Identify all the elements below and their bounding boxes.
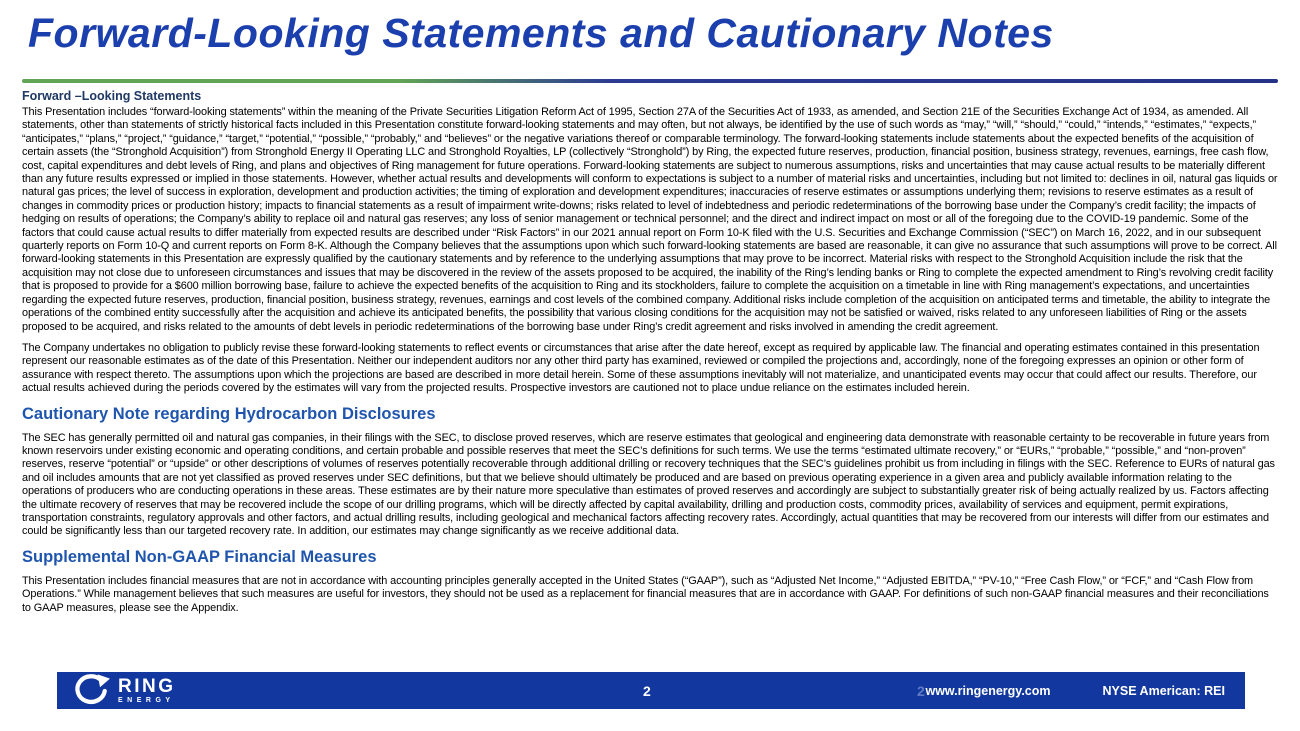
page-title: Forward-Looking Statements and Cautionary Notes (28, 10, 1054, 56)
paragraph: This Presentation includes financial measures that are not in accordance with accounting principles generally accepted in the United States (“GAAP”), such as “Adjusted Net Income,” “Adjusted EBITDA,” “PV-10,” “Free Cash Flow,” or “FCF,” and “Cash Flow from Operations.” While management believes that such measures are useful for investors, they should not be used as a replacement for financial measures that are in accordance with GAAP. For definitions of such non-GAAP financial measures and their reconciliations to GAAP measures, please see the Appendix. (22, 574, 1269, 614)
section-heading: Supplemental Non-GAAP Financial Measures (22, 547, 377, 566)
section-heading: Cautionary Note regarding Hydrocarbon Disclosures (22, 404, 436, 423)
brand-subtitle: ENERGY (118, 696, 175, 704)
footer-links (925, 684, 1225, 698)
brand-name: RING (118, 675, 176, 697)
section-non-gaap-measures (22, 548, 1278, 615)
ghost-page-number: 2 (917, 682, 925, 699)
paragraph: The Company undertakes no obligation to publicly revise these forward-looking statements to reflect events or circumstances that arise after the date hereof, except as required by applicable law. The financial and operating estimates contained in this presentation represent our reasonable estimates as of the date of this Presentation. Neither our independent auditors nor any other third party has examined, reviewed or compiled the projections and, accordingly, none of the foregoing expresses an opinion or other form of assurance with respect thereto. The assumptions upon which the projections are based are described in more detail herein. Some of these assumptions inevitably will not materialize, and unanticipated events may occur that could affect our results. Therefore, our actual results achieved during the periods covered by the estimates will vary from the projected results. Prospective investors are cautioned not to place undue reliance on the estimates included herein. (22, 341, 1260, 395)
section-heading: Forward –Looking Statements (22, 89, 202, 103)
logo-text (118, 675, 176, 704)
section-hydrocarbon-disclosures (22, 405, 1278, 539)
title-underline-gradient (22, 79, 1278, 83)
footer-bar (57, 672, 1245, 709)
website-url: www.ringenergy.com (925, 683, 1051, 698)
paragraph: This Presentation includes “forward-looking statements” within the meaning of the Private Securities Litigation Reform Act of 1995, Section 27A of the Securities Act of 1933, as amended, and Section 21E of the Securities Exchange Act of 1934, as amended. All statements, other than statements of strictly historical facts included in this Presentation constitute forward-looking statements and may often, but not always, be identified by the use of such words as “may,” “will,” “should,” “could,” “intends,” “estimates,” “expects,” “anticipates,” “plans,” “project,” “guidance,” “target,” “potential,” “possible,” “probably,” and “believes” or the negative variations thereof or comparable terminology. The forward-looking statements include statements about the expected benefits of the acquisition of certain assets (the “Stronghold Acquisition”) from Stronghold Energy II Operating LLC and Stronghold Royalties, LP (collectively “Stronghold”) by Ring, the expected future reserves, production, financial position, business strategy, revenues, earnings, free cash flow, cost, capital expenditures and debt levels of Ring, and plans and objectives of Ring management for future operations. Forward-looking statements are subject to numerous assumptions, risks and uncertainties that may cause actual results to be materially different than any future results expressed or implied in those statements. However, whether actual results and developments will conform to expectations is subject to a number of material risks and uncertainties, including but not limited to: declines in oil, natural gas liquids or natural gas prices; the level of success in exploration, development and production activities; the timing of exploration and development expenditures; inaccuracies of reserve estimates or assumptions underlying them; revisions to reserve estimates as a result of changes in commodity prices or production history; impacts to financial statements as a result of impairment write-downs; risks related to level of indebtedness and periodic redeterminations of the borrowing base under the Company’s credit facility; the impacts of hedging on results of operations; the Company’s ability to replace oil and natural gas reserves; any loss of senior management or technical personnel; and the direct and indirect impact on most or all of the foregoing due to the COVID-19 pandemic. Some of the factors that could cause actual results to differ materially from expected results are described under “Risk Factors” in our 2021 annual report on Form 10-K filed with the U.S. Securities and Exchange Commission (“SEC”) on March 16, 2022, and in our subsequent quarterly reports on Form 10-Q and current reports on Form 8-K. Although the Company believes that the assumptions upon which such forward-looking statements are based are reasonable, it can give no assurance that such assumptions will prove to be correct. All forward-looking statements in this Presentation are expressly qualified by the cautionary statements and by reference to the underlying assumptions that may prove to be incorrect. Material risks with respect to the Stronghold Acquisition include the risk that the acquisition may not close due to unforeseen circumstances and issues that may be discovered in the review of the assets proposed to be acquired, the inability of the Ring’s lending banks or Ring to complete the expected amendment to Ring’s revolving credit facility that is proposed to provide for a $600 million borrowing base, failure to achieve the expected benefits of the acquisition to Ring and its stockholders, failure to complete the acquisition on a timetable in line with Ring management’s expectations, and uncertainties regarding the expected future reserves, production, financial position, business strategy, revenues, earnings and cost levels of the combined company. Additional risks include completion of the acquisition on anticipated terms and timetable, the ability to integrate the operations of the combined entity successfully after the acquisition and achieve its anticipated benefits, the possibility that various closing conditions for the acquisition may not be satisfied or waived, risks related to any unforeseen liabilities of Ring or the assets proposed to be acquired, and risks related to the amounts of debt levels in periodic redeterminations of the borrowing base under Ring’s credit agreement and risks involved in amending the credit agreement. (22, 106, 1278, 333)
ring-energy-logo (71, 673, 176, 709)
section-forward-looking (22, 89, 1278, 396)
page-number: 2 (643, 682, 651, 699)
ring-circle-arrow-icon (71, 673, 111, 709)
paragraph: The SEC has generally permitted oil and natural gas companies, in their filings with the SEC, to disclose proved reserves, which are reserve estimates that geological and engineering data demonstrate with reasonable certainty to be recoverable in future years from known reservoirs under existing economic and operating conditions, and certain probable and possible reserves that meet the SEC’s definitions for such terms. We use the terms “estimated ultimate recovery,” or “EURs,” “probable,” “possible,” and “non-proven” reserves, reserve “potential” or “upside” or other descriptions of volumes of reserves potentially recoverable through additional drilling or recovery techniques that the SEC’s guidelines prohibit us from including in filings with the SEC. Reference to EURs of natural gas and oil includes amounts that are not yet classified as proved reserves under SEC definitions, but that we believe should ultimately be produced and are based on previous operating experience in a given area and publicly available information relating to the operations of producers who are conducting operations in these areas. These estimates are by their nature more speculative than estimates of proved reserves and accordingly are subject to substantially greater risk of being actually realized by us. Factors affecting the ultimate recovery of reserves that may be recovered include the scope of our drilling programs, which will be directly affected by capital availability, drilling and production costs, commodity prices, availability of services and equipment, permit expirations, transportation constraints, regulatory approvals and other factors, and actual drilling results, including geological and mechanical factors affecting recovery rates. Accordingly, actual quantities that may be recovered from our interests will differ from our estimates and could be significantly less than our targeted recovery rate. In addition, our estimates may change significantly as we receive additional data. (22, 431, 1275, 538)
ticker-label: NYSE American: REI (1102, 683, 1225, 698)
disclaimer-content (22, 89, 1278, 623)
